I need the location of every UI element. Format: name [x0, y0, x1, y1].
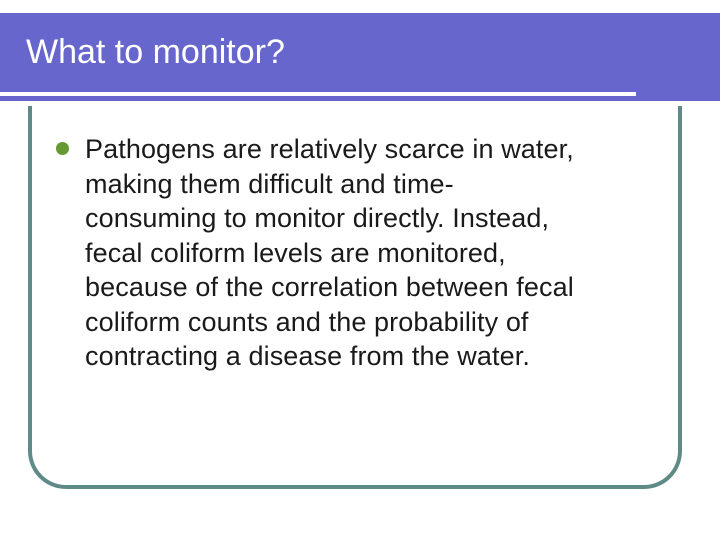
bullet-line: coliform counts and the probability of — [85, 306, 529, 337]
bullet-line: contracting a disease from the water. — [85, 341, 530, 371]
bullet-line: fecal coliform levels are monitored, — [85, 237, 506, 268]
bullet-line: Pathogens are relatively scarce in water, — [85, 134, 574, 164]
bullet-text — [85, 132, 670, 374]
bullet-dot-icon — [56, 142, 69, 155]
bullet-line: consuming to monitor directly. Instead, — [85, 203, 550, 233]
slide-title: What to monitor? — [26, 33, 285, 71]
bullet-line: because of the correlation between fecal — [85, 272, 574, 302]
bullet-line: making them difficult and time- — [85, 168, 454, 199]
title-underline — [0, 92, 636, 96]
